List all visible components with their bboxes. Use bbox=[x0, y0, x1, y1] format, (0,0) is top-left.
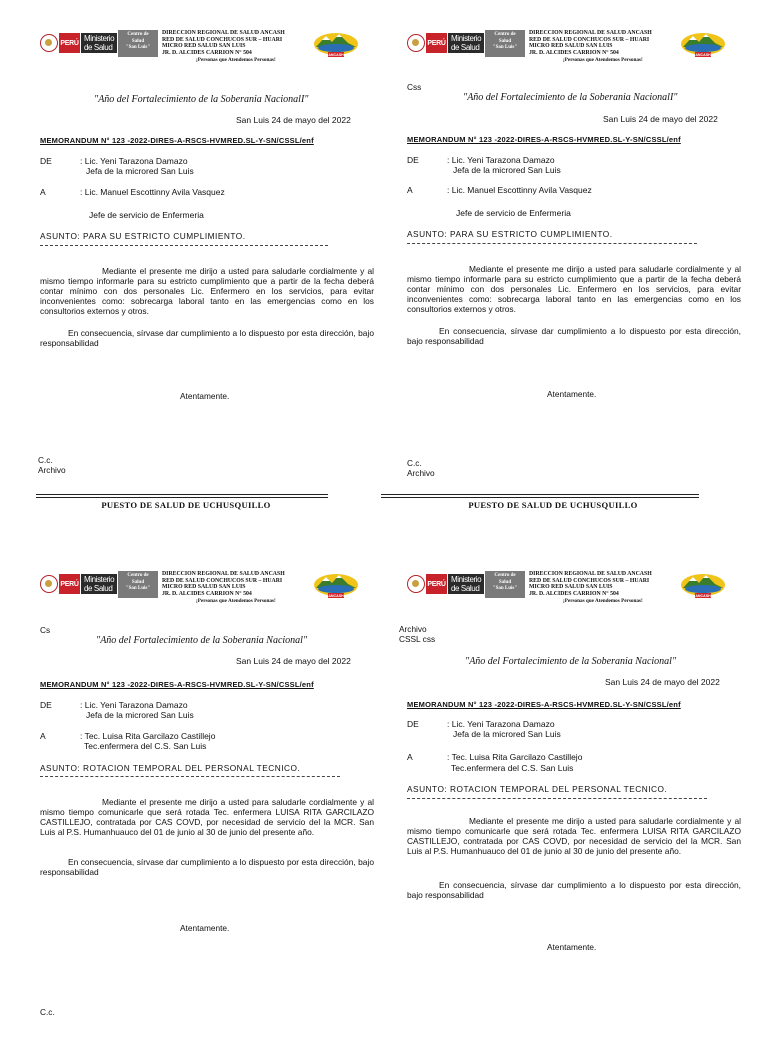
de-role: Jefa de la microred San Luis bbox=[86, 710, 194, 720]
ancash-logo-icon bbox=[679, 30, 727, 58]
centro-line1: Centro de bbox=[127, 573, 149, 578]
ministerio-logo bbox=[448, 574, 484, 594]
de-value: : Lic. Yeni Tarazona Damazo bbox=[80, 156, 188, 166]
centro-line2: Salud bbox=[498, 579, 512, 585]
memo-closing-text: En consecuencia, sírvase dar cumplimiento a lo dispuesto por esta dirección, bajo responsabilidad bbox=[40, 857, 374, 877]
institution-slogan: ¡Personas que Atendemos Personas! bbox=[563, 56, 643, 63]
institution-line: RED DE SALUD CONCHUCOS SUR – HUARI bbox=[529, 36, 650, 43]
memo-signoff: Atentamente. bbox=[547, 942, 597, 952]
centro-line3: "San Luis" bbox=[125, 45, 151, 50]
ancash-logo-icon bbox=[312, 30, 360, 58]
de-value: : Lic. Yeni Tarazona Damazo bbox=[447, 155, 555, 165]
de-role: Jefa de la microred San Luis bbox=[453, 165, 561, 175]
a-value: : Tec. Luisa Rita Garcilazo Castillejo bbox=[447, 752, 583, 762]
memo-body: Mediante el presente me dirijo a usted para saludarle cordialmente y al mismo tiempo comunicarle que será rotada Tec. enfermera LUISA RITA GARCILAZO CASTILLEJO, contratada por CAS COVD, por necesidad de servicio del la MCR. San Luis al P.S. Humanhuauco del 01 de junio al 30 de junio del presente año. bbox=[407, 816, 741, 856]
ministerio-line1: Ministerio bbox=[84, 575, 115, 584]
centro-line2: Salud bbox=[498, 38, 512, 44]
footer-rule bbox=[381, 494, 699, 495]
letterhead bbox=[40, 30, 380, 78]
memo-reference: MEMORANDUM N° 123 -2022-DIRES-A-RSCS-HVMRED.SL-Y-SN/CSSL/enf bbox=[40, 136, 314, 145]
divider bbox=[40, 776, 340, 777]
de-label: DE bbox=[407, 155, 419, 165]
ministerio-line1: Ministerio bbox=[84, 34, 115, 43]
memo-archivo: Archivo bbox=[38, 465, 66, 475]
memo-signoff: Atentamente. bbox=[547, 389, 597, 399]
centro-line3: "San Luis" bbox=[125, 586, 151, 591]
footer-title: PUESTO DE SALUD DE UCHUSQUILLO bbox=[468, 500, 638, 510]
memo-date: San Luis 24 de mayo del 2022 bbox=[236, 115, 351, 125]
footer-rule bbox=[36, 494, 328, 495]
memo-subject: ASUNTO: PARA SU ESTRICTO CUMPLIMIENTO. bbox=[407, 229, 613, 239]
svg-text:ANCASH: ANCASH bbox=[695, 594, 711, 598]
memo-pre-note-2: CSSL css bbox=[399, 634, 436, 644]
a-label: A bbox=[407, 752, 413, 762]
year-slogan: "Año del Fortalecimiento de la Soberania Nacional" bbox=[465, 656, 677, 667]
peru-logo: PERÚ bbox=[426, 33, 447, 53]
institution-line: MICRO RED SALUD SAN LUIS bbox=[162, 43, 246, 50]
ministerio-logo bbox=[448, 33, 484, 53]
memo-reference: MEMORANDUM N° 123 -2022-DIRES-A-RSCS-HVMRED.SL-Y-SN/CSSL/enf bbox=[40, 680, 314, 689]
a-value: : Lic. Manuel Escottinny Avila Vasquez bbox=[80, 187, 225, 197]
memo-subject: ASUNTO: PARA SU ESTRICTO CUMPLIMIENTO. bbox=[40, 231, 246, 241]
svg-text:ANCASH: ANCASH bbox=[328, 53, 344, 57]
coat-of-arms-icon bbox=[407, 575, 425, 593]
memo-closing-text: En consecuencia, sírvase dar cumplimiento a lo dispuesto por esta dirección, bajo responsabilidad bbox=[407, 326, 741, 346]
memo-bottom-left bbox=[38, 541, 398, 1046]
institution-line: JR. D. ALCIDES CARRION N° 504 bbox=[162, 590, 252, 597]
memo-top-right bbox=[405, 0, 765, 510]
a-label: A bbox=[40, 187, 46, 197]
memo-body: Mediante el presente me dirijo a usted para saludarle cordialmente y al mismo tiempo comunicarle que será rotada Tec. enfermera LUISA RITA GARCILAZO CASTILLEJO, contratada por CAS COVD, por necesidad de servicio del la MCR. San Luis al P.S. Humanhuauco del 01 de junio al 30 de junio del presente año. bbox=[40, 797, 374, 837]
footer-rule bbox=[36, 497, 328, 498]
de-role: Jefa de la microred San Luis bbox=[86, 166, 194, 176]
letterhead bbox=[407, 571, 747, 619]
institution-text bbox=[162, 30, 332, 63]
ministerio-logo bbox=[81, 574, 117, 594]
de-label: DE bbox=[40, 700, 52, 710]
ancash-logo-icon bbox=[679, 571, 727, 599]
institution-line: DIRECCION REGIONAL DE SALUD ANCASH bbox=[529, 30, 652, 36]
memo-cc: C.c. bbox=[407, 458, 422, 468]
institution-line: JR. D. ALCIDES CARRION N° 504 bbox=[529, 49, 619, 56]
memo-signoff: Atentamente. bbox=[180, 923, 230, 933]
footer-rule bbox=[381, 497, 699, 498]
institution-slogan: ¡Personas que Atendemos Personas! bbox=[563, 597, 643, 604]
centro-line2: Salud bbox=[131, 579, 145, 585]
a-role: Jefe de servicio de Enfermeria bbox=[89, 210, 204, 220]
de-label: DE bbox=[407, 719, 419, 729]
memo-body: Mediante el presente me dirijo a usted para saludarle cordialmente y al mismo tiempo informarle para su estricto cumplimiento que a partir de la fecha deberá contar mínimo con dos personales Lic. Enfermero en los servicios, para evitar inconvenientes como: sobrecarga laboral tanto en las emergencias como en los consultorios externos y otros. bbox=[40, 266, 374, 316]
memo-archivo: Archivo bbox=[407, 468, 435, 478]
coat-of-arms-icon bbox=[40, 34, 58, 52]
institution-line: MICRO RED SALUD SAN LUIS bbox=[529, 584, 613, 591]
de-value: : Lic. Yeni Tarazona Damazo bbox=[80, 700, 188, 710]
institution-line: DIRECCION REGIONAL DE SALUD ANCASH bbox=[162, 571, 285, 577]
year-slogan: "Año del Fortalecimiento de la Soberania NacionalI" bbox=[463, 92, 678, 103]
memo-cc: C.c. bbox=[38, 455, 53, 465]
institution-line: RED DE SALUD CONCHUCOS SUR – HUARI bbox=[162, 577, 283, 584]
letterhead bbox=[40, 571, 380, 619]
year-slogan: "Año del Fortalecimiento de la Soberania NacionalI" bbox=[94, 94, 309, 105]
institution-line: DIRECCION REGIONAL DE SALUD ANCASH bbox=[162, 30, 285, 36]
centro-line3: "San Luis" bbox=[492, 586, 518, 591]
peru-logo: PERÚ bbox=[426, 574, 447, 594]
centro-line1: Centro de bbox=[494, 32, 516, 37]
memo-pre-note: Css bbox=[407, 82, 422, 92]
memo-closing-text: En consecuencia, sírvase dar cumplimiento a lo dispuesto por esta dirección, bajo responsabilidad bbox=[40, 328, 374, 348]
memo-date: San Luis 24 de mayo del 2022 bbox=[603, 114, 718, 124]
ministerio-logo bbox=[81, 33, 117, 53]
memo-date: San Luis 24 de mayo del 2022 bbox=[605, 677, 720, 687]
memo-cc: C.c. bbox=[40, 1007, 55, 1017]
ancash-logo-icon bbox=[312, 571, 360, 599]
memo-bottom-right bbox=[399, 541, 765, 1046]
peru-logo: PERÚ bbox=[59, 574, 80, 594]
de-role: Jefa de la microred San Luis bbox=[453, 729, 561, 739]
ministerio-line2: de Salud bbox=[84, 584, 113, 593]
institution-line: RED DE SALUD CONCHUCOS SUR – HUARI bbox=[529, 577, 650, 584]
svg-text:ANCASH: ANCASH bbox=[695, 53, 711, 57]
a-role: Tec.enfermera del C.S. San Luis bbox=[451, 763, 574, 773]
memo-subject: ASUNTO: ROTACION TEMPORAL DEL PERSONAL TECNICO. bbox=[40, 763, 301, 773]
ministerio-line2: de Salud bbox=[451, 43, 480, 52]
institution-text bbox=[529, 30, 699, 63]
memo-reference: MEMORANDUM N° 123 -2022-DIRES-A-RSCS-HVMRED.SL-Y-SN/CSSL/enf bbox=[407, 700, 681, 709]
divider bbox=[407, 798, 707, 799]
centro-salud-logo bbox=[485, 571, 525, 598]
institution-text bbox=[529, 571, 699, 604]
memo-closing-text: En consecuencia, sírvase dar cumplimiento a lo dispuesto por esta dirección, bajo responsabilidad bbox=[407, 880, 741, 900]
divider bbox=[407, 243, 697, 244]
institution-line: JR. D. ALCIDES CARRION N° 504 bbox=[162, 49, 252, 56]
letterhead bbox=[407, 30, 747, 78]
memo-body: Mediante el presente me dirijo a usted para saludarle cordialmente y al mismo tiempo informarle para su estricto cumplimiento que a partir de la fecha deberá contar mínimo con dos personales Lic. Enfermero en los servicios, para evitar inconvenientes como: sobrecarga laboral tanto en las emergencias como en los consultorios externos y otros. bbox=[407, 264, 741, 314]
institution-line: RED DE SALUD CONCHUCOS SUR – HUARI bbox=[162, 36, 283, 43]
institution-line: DIRECCION REGIONAL DE SALUD ANCASH bbox=[529, 571, 652, 577]
svg-text:ANCASH: ANCASH bbox=[328, 594, 344, 598]
institution-text bbox=[162, 571, 332, 604]
memo-pre-note: Archivo bbox=[399, 624, 427, 634]
de-value: : Lic. Yeni Tarazona Damazo bbox=[447, 719, 555, 729]
a-label: A bbox=[40, 731, 46, 741]
a-label: A bbox=[407, 185, 413, 195]
memo-signoff: Atentamente. bbox=[180, 391, 230, 401]
centro-line2: Salud bbox=[131, 38, 145, 44]
de-label: DE bbox=[40, 156, 52, 166]
memo-reference: MEMORANDUM N° 123 -2022-DIRES-A-RSCS-HVMRED.SL-Y-SN/CSSL/enf bbox=[407, 135, 681, 144]
memo-subject: ASUNTO: ROTACION TEMPORAL DEL PERSONAL TECNICO. bbox=[407, 784, 668, 794]
peru-logo: PERÚ bbox=[59, 33, 80, 53]
centro-line3: "San Luis" bbox=[492, 45, 518, 50]
a-role: Jefe de servicio de Enfermeria bbox=[456, 208, 571, 218]
institution-slogan: ¡Personas que Atendemos Personas! bbox=[196, 597, 276, 604]
institution-line: MICRO RED SALUD SAN LUIS bbox=[162, 584, 246, 591]
coat-of-arms-icon bbox=[40, 575, 58, 593]
ministerio-line1: Ministerio bbox=[451, 575, 482, 584]
ministerio-line1: Ministerio bbox=[451, 34, 482, 43]
divider bbox=[40, 245, 328, 246]
memo-pre-note: Cs bbox=[40, 625, 51, 635]
institution-line: MICRO RED SALUD SAN LUIS bbox=[529, 43, 613, 50]
memo-top-left bbox=[38, 0, 398, 510]
centro-line1: Centro de bbox=[127, 32, 149, 37]
centro-salud-logo bbox=[118, 30, 158, 57]
a-value: : Lic. Manuel Escottinny Avila Vasquez bbox=[447, 185, 592, 195]
ministerio-line2: de Salud bbox=[84, 43, 113, 52]
a-role: Tec.enfermera del C.S. San Luis bbox=[84, 741, 207, 751]
ministerio-line2: de Salud bbox=[451, 584, 480, 593]
centro-salud-logo bbox=[485, 30, 525, 57]
centro-line1: Centro de bbox=[494, 573, 516, 578]
year-slogan: "Año del Fortalecimiento de la Soberania Nacional" bbox=[96, 635, 308, 646]
centro-salud-logo bbox=[118, 571, 158, 598]
memo-date: San Luis 24 de mayo del 2022 bbox=[236, 656, 351, 666]
coat-of-arms-icon bbox=[407, 34, 425, 52]
institution-slogan: ¡Personas que Atendemos Personas! bbox=[196, 56, 276, 63]
institution-line: JR. D. ALCIDES CARRION N° 504 bbox=[529, 590, 619, 597]
footer-title: PUESTO DE SALUD DE UCHUSQUILLO bbox=[101, 500, 271, 510]
a-value: : Tec. Luisa Rita Garcilazo Castillejo bbox=[80, 731, 216, 741]
